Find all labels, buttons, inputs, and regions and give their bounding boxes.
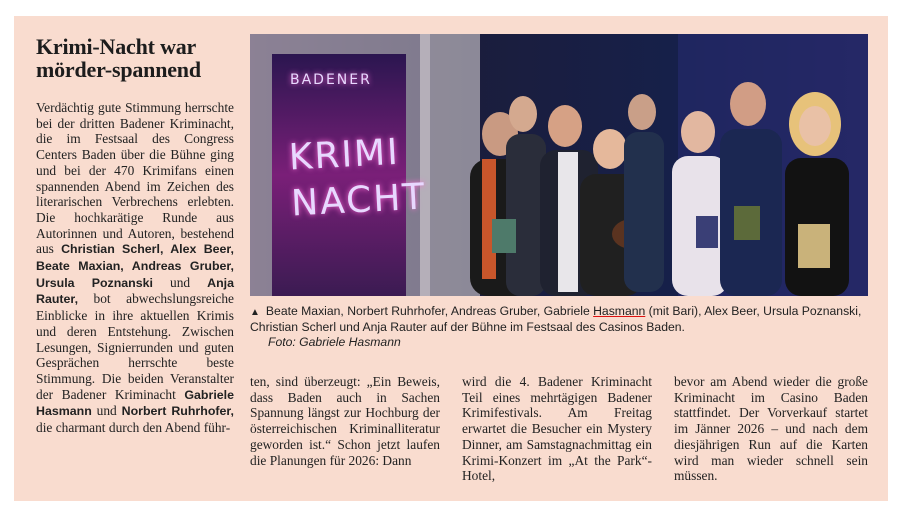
event-photo <box>250 34 868 296</box>
caption-text: Beate Maxian, Norbert Ruhrhofer, Andreas Gruber, Gabriele <box>265 304 594 318</box>
organizer-hasmann: Gabriele Hasmann <box>36 387 234 419</box>
poster-kriminacht-text: KRIMI NACHT <box>287 131 428 225</box>
poster-badener-text: BADENER <box>290 72 372 88</box>
article-column-4: bevor am Abend wieder die große Kriminacht im Casino Baden stattfindet. Der Vorverkauf startet im Jänner 2026 – und nach dem diesjährigen Run auf die Karten wird man wieder schnell sein müssen. <box>674 374 868 484</box>
author-name-rauter: Anja Rauter, <box>36 275 234 307</box>
text-segment: und <box>152 274 208 290</box>
text-segment: Verdächtig gute Stimmung herrschte bei der dritten Badener Kriminacht, die im Festsaal des Congress Centers Baden über die Bühne ging und bei der 470 Krimifans einen spannenden Abend im Zeichen des literarischen Verbrechens erlebten. Die hochkarätige Runde aus Autorinnen und Autoren, bestehend aus <box>36 100 234 257</box>
article-panel <box>14 16 888 501</box>
text-segment: bot abwechslungsreiche Einblicke in ihre aktuellen Krimis und deren Entstehung. Zwischen Lesungen, Signierrunden und guten Gesprächen herrschte beste Stimmung. Die beiden Veranstalter der Badener Kriminacht <box>36 291 234 402</box>
photo-caption <box>250 304 868 350</box>
article-column-3: wird die 4. Badener Kriminacht Teil eines mehrtägigen Badener Krimifestivals. Am Freitag erwartet die Besucher ein Mystery Dinner, am Samstagnachmittag ein Krimi-Konzert im „At the Park“-Hotel, <box>462 374 652 484</box>
author-names: Christian Scherl, Alex Beer, Beate Maxian, Andreas Gruber, Ursula Poznanski <box>36 242 235 290</box>
article-column-1 <box>36 100 234 436</box>
text-segment: die charmant durch den Abend führ- <box>36 420 231 436</box>
article-column-2: ten, sind überzeugt: „Ein Beweis, dass Baden auch in Sachen Spannung längst zur Hochburg der österreichischen Kriminalliteratur geworden ist.“ Schon jetzt laufen die Planungen für 2026: Dann <box>250 374 440 468</box>
caption-spellcheck-word: Hasmann <box>593 304 646 318</box>
organizer-ruhrhofer: Norbert Ruhrhofer, <box>121 404 234 419</box>
caption-triangle-icon: ▲ <box>250 307 260 318</box>
photo-credit: Foto: Gabriele Hasmann <box>268 335 401 349</box>
article-headline: Krimi-Nacht war mörder-spannend <box>36 34 201 82</box>
text-segment: und <box>91 403 122 419</box>
caption-text: (mit Bari), Alex Beer, Ursula Poznanski, Christian Scherl und Anja Rauter auf der Bühne im Festsaal des Casinos Baden. <box>250 304 862 334</box>
